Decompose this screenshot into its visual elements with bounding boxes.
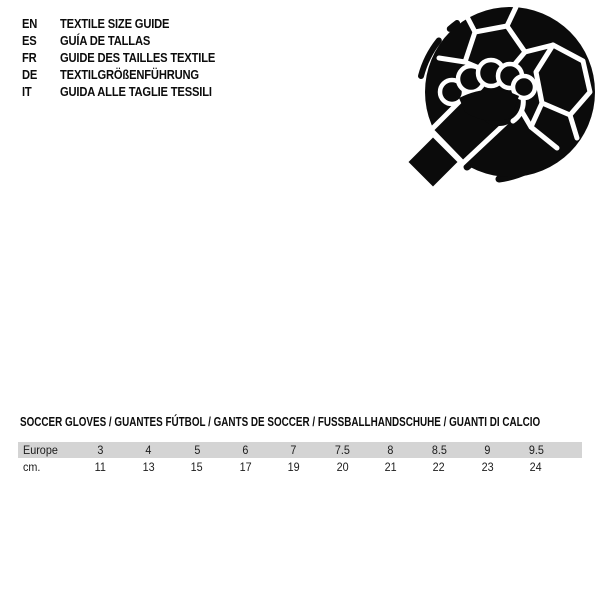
- language-label: GUIDE DES TAILLES TEXTILE: [60, 50, 216, 65]
- table-row-cm: [18, 458, 582, 476]
- size-cell: 13: [142, 460, 155, 474]
- language-code: IT: [22, 84, 32, 99]
- size-cell: 9.5: [528, 443, 544, 457]
- language-label: GUÍA DE TALLAS: [60, 33, 151, 48]
- size-cell: 17: [239, 460, 252, 474]
- language-label: GUIDA ALLE TAGLIE TESSILI: [60, 84, 212, 99]
- language-row-es: [22, 32, 240, 49]
- size-cell: 5: [194, 443, 201, 457]
- size-cell: 20: [336, 460, 349, 474]
- language-code: ES: [22, 33, 37, 48]
- row-label-cm: cm.: [23, 460, 41, 474]
- language-code: FR: [22, 50, 37, 65]
- size-table-title: SOCCER GLOVES / GUANTES FÚTBOL / GANTS DE SOCCER / FUSSBALLHANDSCHUHE / GUANTI DI CALCIO: [20, 414, 541, 429]
- size-cell: 6: [242, 443, 249, 457]
- size-cell: 8: [387, 443, 394, 457]
- table-row-europe: [18, 442, 582, 458]
- size-cell: 8.5: [431, 443, 447, 457]
- language-code: DE: [22, 67, 38, 82]
- language-row-it: [22, 83, 240, 100]
- language-row-en: [22, 15, 240, 32]
- size-cell: 7.5: [334, 443, 350, 457]
- goalkeeper-glove-ball-icon: [403, 0, 600, 197]
- size-cell: 4: [145, 443, 152, 457]
- size-cell: 3: [97, 443, 104, 457]
- size-cell: 24: [529, 460, 542, 474]
- language-code: EN: [22, 16, 38, 31]
- size-cell: 21: [384, 460, 397, 474]
- language-row-fr: [22, 49, 240, 66]
- size-cell: 23: [481, 460, 494, 474]
- language-list: [22, 15, 240, 100]
- size-cell: 7: [290, 443, 297, 457]
- language-label: TEXTILGRÖßENFÜHRUNG: [60, 67, 199, 82]
- size-cell: 22: [433, 460, 446, 474]
- language-label: TEXTILE SIZE GUIDE: [60, 16, 170, 31]
- size-cell: 11: [94, 460, 106, 474]
- size-table: [18, 442, 582, 476]
- row-label-europe: Europe: [23, 443, 58, 457]
- size-cell: 19: [287, 460, 300, 474]
- language-row-de: [22, 66, 240, 83]
- size-cell: 15: [190, 460, 204, 474]
- size-cell: 9: [484, 443, 491, 457]
